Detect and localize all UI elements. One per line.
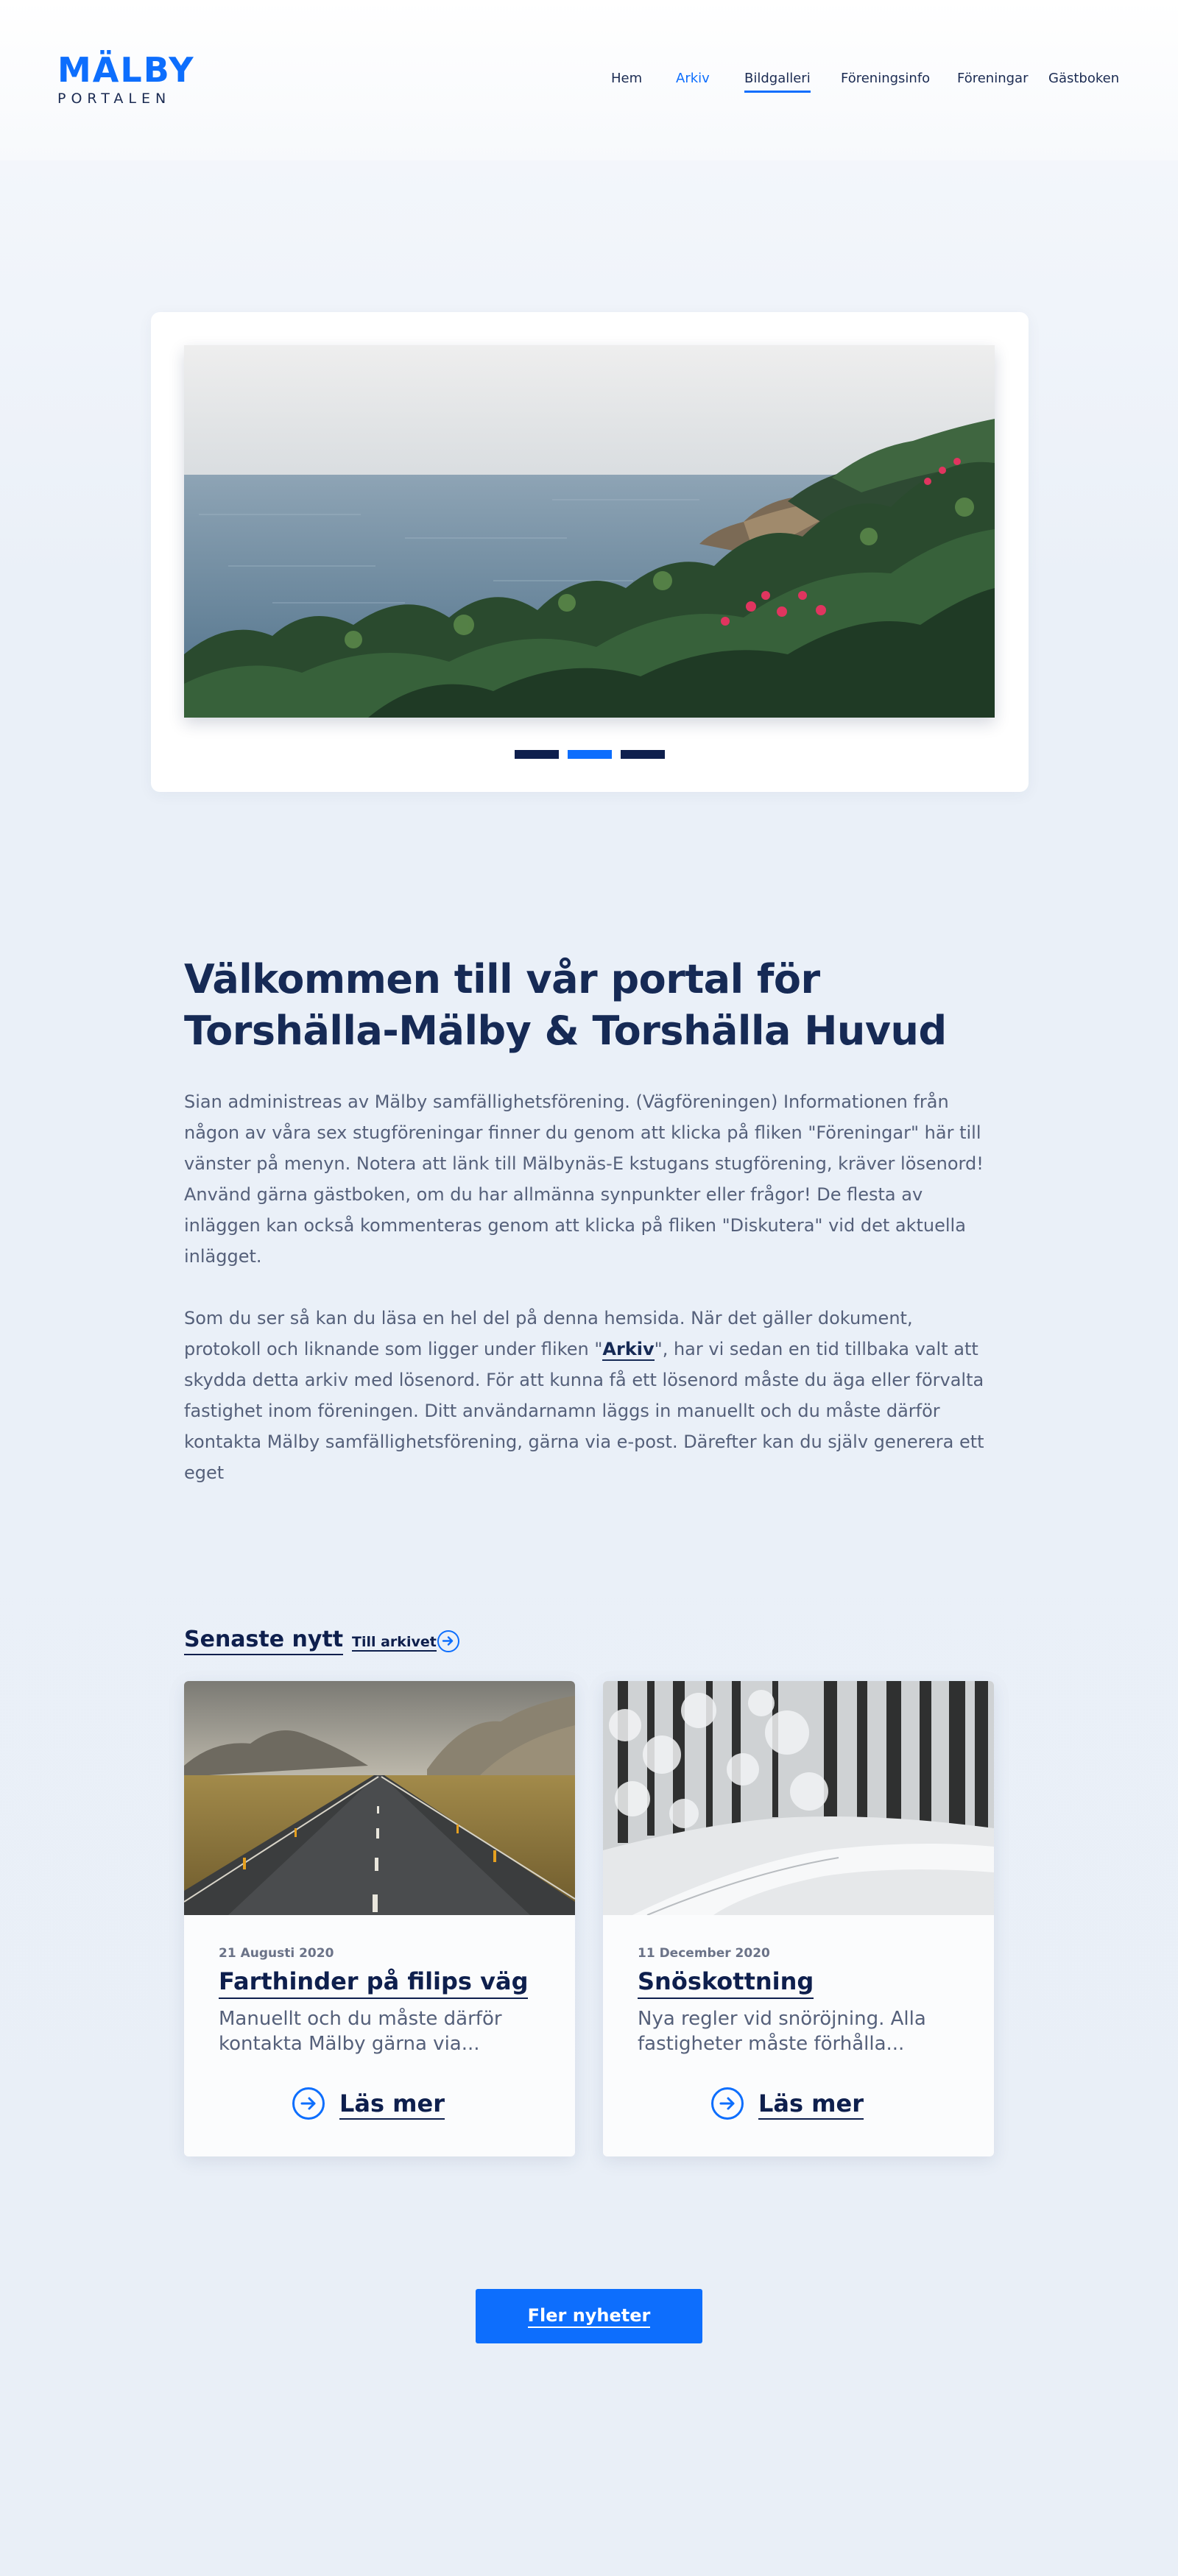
welcome-title-line-2: Torshälla-Mälby & Torshälla Huvud: [184, 1008, 947, 1054]
nav-item-gastboken[interactable]: Gästboken: [1048, 71, 1120, 86]
slider-pagination: [151, 750, 1029, 759]
news-heading: Senaste nytt: [184, 1627, 343, 1655]
more-news-button[interactable]: [476, 2289, 702, 2343]
news-image-road[interactable]: [184, 1681, 575, 1915]
nav-item-foreningsinfo[interactable]: Föreningsinfo: [841, 71, 931, 86]
news-excerpt: Manuellt och du måste därför kontakta Mälby gärna via...: [219, 2008, 502, 2055]
welcome-title: [184, 954, 994, 1057]
archive-inline-link[interactable]: Arkiv: [602, 1339, 655, 1359]
logo-main-text: MÄLBY: [57, 50, 195, 90]
news-card-title[interactable]: Farthinder på filips väg: [219, 1965, 528, 1999]
news-date: 21 Augusti 2020: [219, 1946, 334, 1961]
welcome-paragraph-2-end: ", har vi sedan en tid tillbaka valt att skydda detta arkiv med lösenord. För att kunna få ett lösenord måste du äga eller förvalta fastighet inom föreningen. Ditt användarnamn läggs in manuellt och du måste därför kontakta Mälby samfällighetsförening, gärna via e-post. Därefter kan du själv generera ett eget: [184, 1339, 984, 1483]
nav-item-bildgalleri[interactable]: Bildgalleri: [744, 71, 811, 93]
more-news-label: Fler nyheter: [528, 2304, 651, 2328]
news-card: [603, 1681, 994, 2156]
nav-item-hem[interactable]: Hem: [611, 71, 643, 86]
image-slider: [151, 312, 1029, 792]
news-image-snowy-forest[interactable]: [603, 1681, 994, 1915]
logo-sub-text: PORTALEN: [57, 91, 172, 107]
main-nav: [0, 71, 1178, 100]
arrow-right-circle-icon: [292, 2087, 325, 2120]
nav-item-arkiv[interactable]: Arkiv: [676, 71, 710, 86]
news-date: 11 December 2020: [638, 1946, 770, 1961]
slider-dot-1[interactable]: [515, 750, 559, 759]
slider-dot-3[interactable]: [621, 750, 665, 759]
nav-item-foreningar[interactable]: Föreningar: [957, 71, 1029, 86]
welcome-paragraph-2-start: Som du ser så kan du läsa en hel del på denna hemsida. När det gäller dokument, protokoll och liknande som ligger under fliken ": [184, 1308, 913, 1359]
read-more-label: Läs mer: [758, 2089, 864, 2120]
welcome-title-line-1: Välkommen till vår portal för: [184, 956, 820, 1002]
arrow-right-circle-icon: [711, 2087, 744, 2120]
site-header: [0, 0, 1178, 160]
welcome-section: [184, 954, 994, 1488]
slider-image-coast: [184, 345, 995, 718]
welcome-paragraph-1: Sian administreas av Mälby samfällighetsförening. (Vägföreningen) Informationen från någon av våra sex stugföreningar finner du genom att klicka på fliken "Föreningar" här till vänster på menyn. Notera att länk till Mälbynäs-E kstugans stugförening, kräver lösenord! Använd gärna gästboken, om du har allmänna synpunkter eller frågor! De flesta av inläggen kan också kommenteras genom att klicka på fliken "Diskutera" vid det aktuella inlägget.: [184, 1091, 984, 1267]
slider-dot-2[interactable]: [568, 750, 612, 759]
read-more-label: Läs mer: [339, 2089, 445, 2120]
arrow-right-circle-icon[interactable]: [437, 1630, 459, 1652]
news-excerpt: Nya regler vid snöröjning. Alla fastigheter måste förhålla...: [638, 2008, 926, 2055]
welcome-paragraph-2: [184, 1303, 994, 1488]
archive-link[interactable]: Till arkivet: [352, 1634, 437, 1650]
news-card-title[interactable]: Snöskottning: [638, 1965, 814, 1999]
news-card: [184, 1681, 575, 2156]
